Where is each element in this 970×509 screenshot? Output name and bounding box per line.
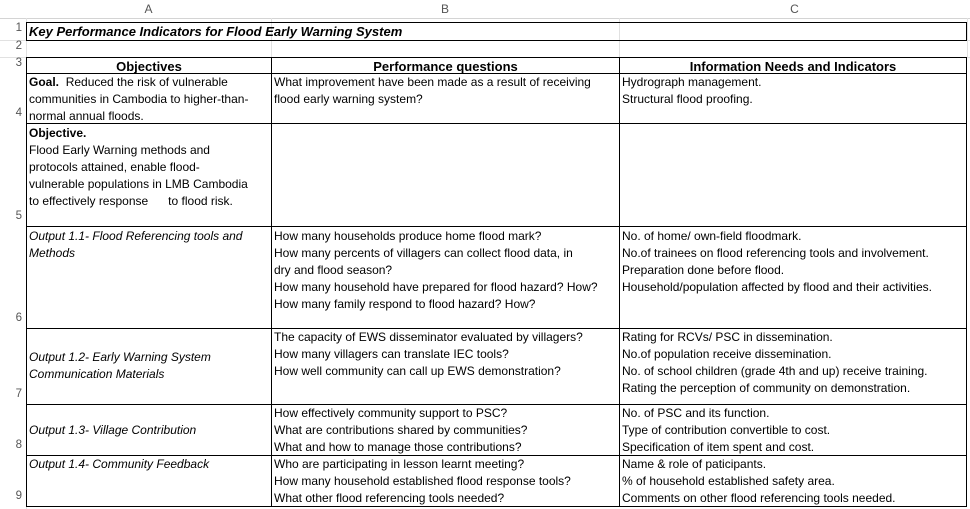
cell-line: No. of home/ own-field floodmark.: [622, 229, 802, 243]
cell-line: How many household have prepared for flood hazard? How?: [274, 280, 598, 294]
cell-line: What are contributions shared by communities?: [274, 423, 528, 437]
cell-line: How many percents of villagers can collect flood data, in: [274, 246, 573, 260]
cell-line: Flood Early Warning methods and: [29, 143, 210, 157]
cell-line: What improvement have been made as a result of receiving: [274, 75, 591, 89]
objective-cell[interactable]: [26, 123, 272, 227]
cell-line: How many households produce home flood mark?: [274, 229, 542, 243]
header-objectives[interactable]: Objectives: [26, 57, 272, 74]
goal-indicators-cell[interactable]: [619, 73, 967, 124]
cell-line: Structural flood proofing.: [622, 92, 753, 106]
cell-line: protocols attained, enable flood-: [29, 160, 200, 174]
cell-line: Communication Materials: [29, 367, 165, 381]
row-number[interactable]: 8: [15, 439, 22, 451]
cell-line: The capacity of EWS disseminator evaluated by villagers?: [274, 330, 583, 344]
objective-questions-cell[interactable]: [271, 123, 620, 227]
row-number[interactable]: 5: [15, 210, 22, 222]
row-number[interactable]: 7: [15, 388, 22, 400]
cell-line: Type of contribution convertible to cost.: [622, 423, 831, 437]
cell-line: No.of population receive dissemination.: [622, 347, 832, 361]
cell-line: Methods: [29, 246, 76, 260]
cell-line: What and how to manage those contributions?: [274, 440, 522, 454]
cell-line: How many household established flood response tools?: [274, 474, 571, 488]
column-header-b[interactable]: B: [271, 0, 619, 19]
cell-line: Name & role of paticipants.: [622, 457, 767, 471]
cell-line: Output 1.1- Flood Referencing tools and: [29, 229, 243, 243]
cell-line: Comments on other flood referencing tools needed.: [622, 491, 896, 505]
row-number[interactable]: 2: [15, 40, 22, 52]
goal-cell[interactable]: [26, 73, 272, 124]
row-number[interactable]: 6: [15, 312, 22, 324]
cell-line: communities in Cambodia to higher-than-: [29, 92, 249, 106]
cell-line: How many villagers can translate IEC tools?: [274, 347, 509, 361]
output-1-1-cell[interactable]: [26, 226, 272, 329]
row-number[interactable]: 1: [15, 22, 22, 34]
output-1-4-indicators-cell[interactable]: [619, 455, 967, 507]
cell-line: Output 1.4- Community Feedback: [29, 457, 210, 471]
cell-line: Hydrograph management.: [622, 75, 762, 89]
cell-line: No. of PSC and its function.: [622, 406, 770, 420]
row-number[interactable]: 3: [15, 57, 22, 69]
output-1-4-cell[interactable]: [26, 455, 272, 507]
output-1-2-indicators-cell[interactable]: [619, 328, 967, 405]
column-header-a[interactable]: A: [26, 0, 271, 19]
cell-line: No. of school children (grade 4th and up) receive training.: [622, 364, 928, 378]
cell-line: flood early warning system?: [274, 92, 423, 106]
cell-line: How effectively community support to PSC?: [274, 406, 508, 420]
cell-line: What other flood referencing tools needed?: [274, 491, 505, 505]
cell-line: % of household established safety area.: [622, 474, 835, 488]
output-1-2-questions-cell[interactable]: [271, 328, 620, 405]
cell-line: How many family respond to flood hazard? How?: [274, 297, 536, 311]
output-1-1-questions-cell[interactable]: [271, 226, 620, 329]
objective-indicators-cell[interactable]: [619, 123, 967, 227]
cell-line: Rating the perception of community on demonstration.: [622, 381, 911, 395]
cell-line: normal annual floods.: [29, 109, 144, 123]
cell-line: Output 1.2- Early Warning System: [29, 350, 211, 364]
cell-line: Preparation done before flood.: [622, 263, 785, 277]
objective-label: Objective.: [29, 126, 87, 140]
cell-line: Output 1.3- Village Contribution: [29, 423, 197, 437]
cell-line: Who are participating in lesson learnt meeting?: [274, 457, 525, 471]
sheet-title[interactable]: Key Performance Indicators for Flood Early Warning System: [26, 22, 967, 41]
cell-line: Household/population affected by flood and their activities.: [622, 280, 932, 294]
column-header-c[interactable]: C: [619, 0, 970, 19]
cell-line: dry and flood season?: [274, 263, 393, 277]
cell-line: vulnerable populations in LMB Cambodia: [29, 177, 248, 191]
cell-line: Reduced the risk of vulnerable: [65, 75, 228, 89]
cell-line: Rating for RCVs/ PSC in dissemination.: [622, 330, 833, 344]
cell-line: Specification of item spent and cost.: [622, 440, 815, 454]
header-performance-questions[interactable]: Performance questions: [271, 57, 620, 74]
cell-line: to effectively response to flood risk.: [29, 194, 233, 208]
corner-cell[interactable]: [0, 0, 26, 19]
cell-line: No.of trainees on flood referencing tools and involvement.: [622, 246, 929, 260]
output-1-3-questions-cell[interactable]: [271, 404, 620, 456]
output-1-3-cell[interactable]: [26, 404, 272, 456]
output-1-4-questions-cell[interactable]: [271, 455, 620, 507]
goal-label: Goal.: [29, 75, 60, 89]
row-number[interactable]: 4: [15, 107, 22, 119]
output-1-3-indicators-cell[interactable]: [619, 404, 967, 456]
output-1-1-indicators-cell[interactable]: [619, 226, 967, 329]
gridline: [967, 18, 968, 58]
row-number[interactable]: 9: [15, 490, 22, 502]
goal-questions-cell[interactable]: [271, 73, 620, 124]
cell-line: How well community can call up EWS demonstration?: [274, 364, 561, 378]
output-1-2-cell[interactable]: [26, 328, 272, 405]
header-information-needs[interactable]: Information Needs and Indicators: [619, 57, 967, 74]
